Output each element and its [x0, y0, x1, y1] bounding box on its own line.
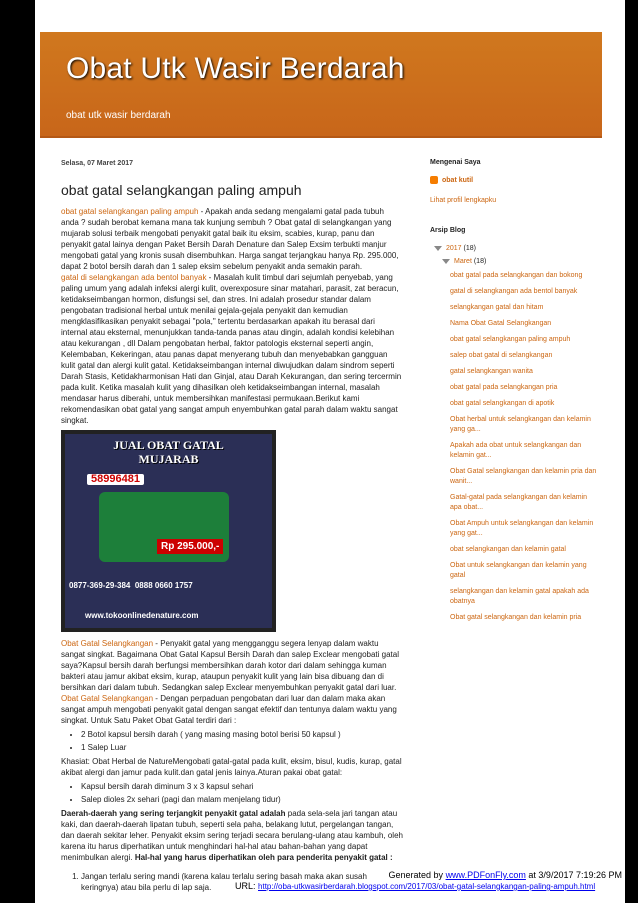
blog-description: obat utk wasir berdarah: [66, 110, 171, 121]
post-title[interactable]: obat gatal selangkangan paling ampuh: [61, 182, 302, 198]
post-bold-1: Daerah-daerah yang sering terjangkit penyakit gatal adalah: [61, 809, 286, 818]
ad-phone-2: 0888 0660 1757: [134, 581, 193, 590]
ad-bbm-pin: 58996481: [87, 474, 144, 485]
archive-post-link[interactable]: Gatal-gatal pada selangkangan dan kelamin apa obat...: [450, 494, 587, 511]
archive-month-count: (18): [471, 258, 487, 265]
archive-post-list: [450, 271, 600, 623]
page: [35, 0, 625, 903]
post-text-2: - Masalah kulit timbul dari sejumlah penyebab, yang paling umum yang adalah infeksi alergi kulit, overexposure sinar matahari, parasit, zat beracun, ketidakseimbangan hormon, disfungsi sel, dan stres. Ini adalah prosedur standar dalam pengobatan tradisional herbal untuk menilai gejala-gejala penyakit dan kemudian mengklasifikasikan penyakit sebagai "pola," tertentu berdasarkan apakah itu berasal dari internal atau eksternal, menunjukkan tanda-tanda panas atau dingin, adalah kondisi kelebihan atau kekurangan , dll Dalam pengobatan herbal, faktor patologis eksternal seperti angin, Kelembaban, Kekeringan, atau panas dapat menyerang tubuh dan menyebabkan gangguan kulit gatal dan alergi kulit gatal. Ketidakseimbangan internal diwujudkan dalam sindrom seperti Darah Stasis, Ketidakharmonisan Hati dan Ginjal, atau Darah Kekurangan, dan sering tercermin pada kulit. Ketika masalah kulit yang dihasilkan oleh ketidakseimbangan internal, masalah mendasar harus diberahi, untuk membersihkan manifestasi permukaan.Berikut kami rekomendasikan obat gatal yang sangat ampuh enyembuhkan gatal parah dalam waktu sangat singkat.: [61, 273, 402, 425]
archive-month-link[interactable]: Maret: [454, 258, 472, 265]
ad-phones: [69, 579, 193, 593]
archive-post-link[interactable]: salep obat gatal di selangkangan: [450, 352, 553, 359]
archive-year-2017[interactable]: [434, 244, 600, 254]
post-text-6: pada sela-sela jari tangan atau kaki, dan daerah-daerah lipatan tubuh, seperti sela paha, belakang lutut, pergelangan tangan, dan daerah sekitar leher. Penyakit eksim sering terjadi secara berulang-ulang atau kambuh, oleh karena itu harus diperhatikan untuk menghindari hal-hal atau bahan-bahan yang dapat menimbulkan alergi.: [61, 809, 403, 862]
archive-month-maret[interactable]: [442, 257, 600, 267]
post-paragraph-1: [61, 206, 403, 272]
archive-post-link[interactable]: obat gatal pada selangkangan dan bokong: [450, 272, 583, 279]
profile-row: [430, 176, 600, 186]
list-item: • 1 Salep Luar: [81, 742, 403, 753]
generated-line: [235, 870, 630, 881]
package-list: [61, 729, 403, 753]
ad-phone-1: 0877-369-29-384: [69, 581, 131, 590]
ad-website: www.tokoonlinedenature.com: [85, 611, 199, 620]
archive-post-link[interactable]: Nama Obat Gatal Selangkangan: [450, 320, 552, 327]
post-bold-2: Hal-hal yang harus diperhatikan oleh para penderita penyakit gatal :: [134, 853, 393, 862]
list-item: • Kapsul bersih darah diminum 3 x 3 kapsul sehari: [81, 781, 403, 792]
sidebar: [430, 158, 600, 629]
main-column: [61, 158, 403, 895]
list-item: • Salep dioles 2x sehari (pagi dan malam menjelang tidur): [81, 794, 403, 805]
post-paragraph-4: [61, 693, 403, 726]
profile-link-row: [430, 196, 600, 206]
archive-post-link[interactable]: obat gatal selangkangan di apotik: [450, 400, 555, 407]
ad-title-line1: JUAL OBAT GATAL: [113, 438, 224, 452]
archive-post-link[interactable]: Apakah ada obat untuk selangkangan dan kelamin gat...: [450, 442, 582, 459]
post-link-2[interactable]: gatal di selangkangan ada bentol banyak: [61, 273, 207, 282]
archive-post-link[interactable]: Obat Gatal selangkangan dan kelamin pria dan wanit...: [450, 468, 597, 485]
archive-post-link[interactable]: Obat gatal selangkangan dan kelamin pria: [450, 614, 582, 621]
list-item: • 2 Botol kapsul bersih darah ( yang masing masing botol berisi 50 kapsul ): [81, 729, 403, 740]
url-line: [235, 881, 630, 892]
product-ad-image[interactable]: [61, 430, 276, 632]
list-item: 1. Jangan terlalu sering mandi (karena kalau terlalu sering basah maka akan susah keringnya) atau bila perlu di lap saja.: [81, 871, 403, 893]
profile-name-link[interactable]: obat kutil: [442, 177, 474, 184]
post-paragraph-5: Khasiat: Obat Herbal de NatureMengobati gatal-gatal pada kulit, eksim, bisul, kudis, kurap, gatal akibat alergi dan jamur pada kulit.dan gatal jenis lainya.Aturan pakai obat gatal:: [61, 757, 402, 777]
blogger-icon: [430, 176, 438, 184]
toggle-down-icon[interactable]: [442, 259, 450, 264]
ad-title: [65, 438, 272, 466]
usage-list: [61, 781, 403, 805]
archive-post-link[interactable]: Obat untuk selangkangan dan kelamin yang gatal: [450, 562, 587, 579]
archive-post-link[interactable]: Obat herbal untuk selangkangan dan kelamin yang ga...: [450, 416, 591, 433]
archive-heading: Arsip Blog: [430, 227, 466, 234]
archive-post-link[interactable]: selangkangan dan kelamin gatal apakah ada obatnya: [450, 588, 589, 605]
archive-year-link[interactable]: 2017: [446, 245, 462, 252]
about-heading: Mengenai Saya: [430, 159, 481, 166]
ad-title-line2: MUJARAB: [138, 452, 199, 466]
post-text-3: - Penyakit gatal yang mengganggu segera lenyap dalam waktu sangat singkat. Bagaimana Obat Gatal Kapsul Bersih Darah dan salep Exclear mengobati gatal saya?Kapsul bersih darah berfungsi membersihkan darah kotor dari dalam sehingga kuman bakteri atau jamur akibat eksim, kurap, ataupun penyakit kulit yang lain bisa dibuang dan di bersihkan dari dalam tubuh. Sedangkan salep Exclear menyembuhkan penyakit gatal dari luar.: [61, 639, 399, 692]
generated-prefix: Generated by: [388, 870, 446, 880]
archive-post-link[interactable]: obat gatal pada selangkangan pria: [450, 384, 558, 391]
post-text-4: - Dengan perpaduan pengobatan dari luar dan dalam maka akan sangat ampuh mengobati penyakit gatal dengan sangat efektif dan tentunya dalam waktu yang singkat. Untuk Satu Paket Obat Gatal terdiri dari :: [61, 694, 397, 725]
source-url-link[interactable]: http://oba-utkwasirberdarah.blogspot.com/2017/03/obat-gatal-selangkangan-paling-ampuh.html: [258, 882, 596, 891]
pdfonfly-link[interactable]: www.PDFonFly.com: [445, 870, 526, 880]
post-paragraph-3: [61, 638, 403, 693]
archive-post-link[interactable]: obat selangkangan dan kelamin gatal: [450, 546, 566, 553]
url-prefix: URL:: [235, 881, 259, 891]
post-text-1: - Apakah anda sedang mengalami gatal pada tubuh anda ? sudah berobat kemana mana tak kunjung sembuh ? Obat gatal di selangkangan yang mujarab solusi terbaik mengobati penyakit gatal baik itu eksim, scabies, kurap, panu dan penyakit gatal lainya dengan Paket Bersih Darah Denature dan Salep Exsim terbukti manjur mengobati gatal yang kronis susah disembuhkan. Harga sangat terjangkau hanya Rp. 295.000, dapat 2 botol bersih darah dan 1 salep eksim sebelum penyakit anda semakin parah.: [61, 207, 399, 271]
full-profile-link[interactable]: Lihat profil lengkapku: [430, 197, 497, 204]
blog-header: [40, 32, 602, 138]
archive-post-link[interactable]: selangkangan gatal dan hitam: [450, 304, 544, 311]
archive-post-link[interactable]: Obat Ampuh untuk selangkangan dan kelamin yang gat...: [450, 520, 594, 537]
post-paragraph-6: [61, 808, 403, 863]
ad-price: Rp 295.000,-: [157, 539, 223, 554]
archive-year-count: (18): [461, 245, 476, 252]
post-link-3[interactable]: Obat Gatal Selangkangan: [61, 639, 154, 648]
generated-suffix: at 3/9/2017 7:19:26 PM: [525, 870, 622, 880]
toggle-down-icon[interactable]: [434, 246, 442, 251]
archive-post-link[interactable]: gatal selangkangan wanita: [450, 368, 533, 375]
post-link-4[interactable]: Obat Gatal Selangkangan: [61, 694, 154, 703]
post-paragraph-2: [61, 272, 403, 426]
archive-post-link[interactable]: obat gatal selangkangan paling ampuh: [450, 336, 571, 343]
pdf-footer: [235, 870, 630, 892]
archive-post-link[interactable]: gatal di selangkangan ada bentol banyak: [450, 288, 578, 295]
post-link-1[interactable]: obat gatal selangkangan paling ampuh: [61, 207, 199, 216]
blog-title[interactable]: Obat Utk Wasir Berdarah: [66, 52, 405, 85]
post-date: Selasa, 07 Maret 2017: [61, 160, 133, 167]
